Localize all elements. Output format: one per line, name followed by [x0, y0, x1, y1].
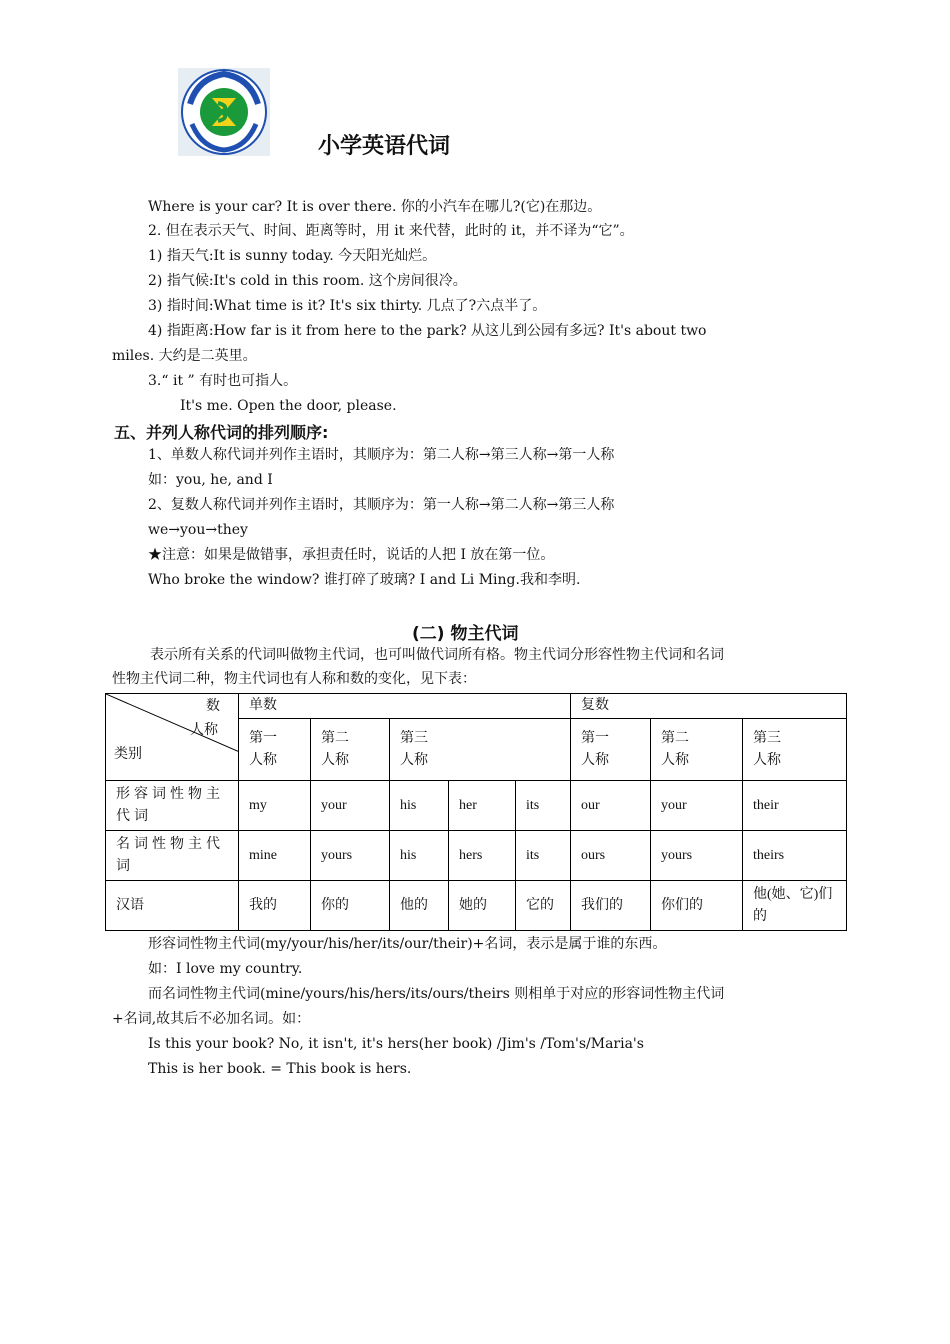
table-row: [106, 881, 847, 931]
text-line: 4) 指距离:How far is it from here to the park? 从这儿到公园有多远? It's about two: [148, 323, 707, 339]
logo-emblem: [178, 68, 270, 156]
text-line: 2) 指气候:It's cold in this room. 这个房间很冷。: [148, 273, 467, 289]
header-plural: 复数: [571, 694, 847, 719]
header-person: 第一 人称: [239, 719, 311, 781]
table-cell: their: [743, 781, 847, 831]
table-cell: 我的: [239, 881, 311, 931]
table-cell: your: [311, 781, 390, 831]
header-person: 第二 人称: [651, 719, 743, 781]
text-line: 形容词性物主代词(my/your/his/her/its/our/their)+名词，表示是属于谁的东西。: [148, 936, 667, 952]
text-line: 3) 指时间:What time is it? It's six thirty. 几点了?六点半了。: [148, 298, 547, 314]
table-cell: 我们的: [571, 881, 651, 931]
text-line: Who broke the window? 谁打碎了玻璃? I and Li Ming.我和李明.: [148, 572, 581, 588]
text-line: ★注意：如果是做错事，承担责任时，说话的人把 I 放在第一位。: [148, 547, 555, 563]
header-person: 第三 人称: [743, 719, 847, 781]
table-cell: mine: [239, 831, 311, 881]
table-cell: your: [651, 781, 743, 831]
text-line: 2、复数人称代词并列作主语时，其顺序为：第一人称→第二人称→第三人称: [148, 497, 615, 513]
header-person: 第二 人称: [311, 719, 390, 781]
table-cell: yours: [651, 831, 743, 881]
text-line: 1) 指天气:It is sunny today. 今天阳光灿烂。: [148, 248, 437, 264]
text-line: 2. 但在表示天气、时间、距离等时，用 it 来代替，此时的 it，并不译为“它”。: [148, 223, 634, 239]
table-row: [106, 831, 847, 881]
table-corner-cell: [106, 694, 239, 781]
corner-label-person: 人称: [190, 723, 218, 738]
table-cell: his: [390, 781, 449, 831]
table-cell: yours: [311, 831, 390, 881]
header-person: 第一 人称: [571, 719, 651, 781]
table-cell: its: [516, 831, 571, 881]
pronoun-table: [105, 693, 847, 931]
text-line: Is this your book? No, it isn't, it's hers(her book) /Jim's /Tom's/Maria's: [148, 1036, 644, 1052]
table-cell: ours: [571, 831, 651, 881]
corner-label-number: 数: [206, 699, 220, 714]
table-cell: his: [390, 831, 449, 881]
text-line: +名词,故其后不必加名词。如：: [112, 1011, 311, 1027]
table-cell: our: [571, 781, 651, 831]
table-cell: 他(她、它)们的: [743, 881, 847, 931]
row-label: 形容词性物主代词: [106, 781, 239, 831]
table-cell: 她的: [449, 881, 516, 931]
section-heading: 五、并列人称代词的排列顺序:: [114, 423, 329, 442]
table-cell: my: [239, 781, 311, 831]
row-label: 名词性物主代词: [106, 831, 239, 881]
text-line: miles. 大约是二英里。: [112, 348, 257, 364]
table-row: [106, 781, 847, 831]
section-heading: (二) 物主代词: [412, 624, 519, 644]
text-line: 表示所有关系的代词叫做物主代词，也可叫做代词所有格。物主代词分形容性物主代词和名词: [150, 647, 724, 663]
logo: [178, 68, 270, 156]
text-line: 而名词性物主代词(mine/yours/his/hers/its/ours/theirs 则相单于对应的形容词性物主代词: [148, 986, 725, 1002]
table-cell: its: [516, 781, 571, 831]
text-line: 1、单数人称代词并列作主语时，其顺序为：第二人称→第三人称→第一人称: [148, 447, 615, 463]
table-cell: theirs: [743, 831, 847, 881]
text-line: Where is your car? It is over there. 你的小汽车在哪儿?(它)在那边。: [148, 199, 602, 215]
table-cell: 你的: [311, 881, 390, 931]
text-line: It's me. Open the door, please.: [180, 398, 397, 414]
table-cell: hers: [449, 831, 516, 881]
row-label: 汉语: [106, 881, 239, 931]
page-title: 小学英语代词: [318, 134, 451, 159]
text-line: 如：I love my country.: [148, 961, 303, 977]
corner-label-category: 类别: [114, 747, 142, 762]
text-line: we→you→they: [148, 522, 248, 538]
text-line: This is her book. = This book is hers.: [148, 1061, 412, 1077]
text-line: 性物主代词二种，物主代词也有人称和数的变化，见下表：: [112, 671, 476, 687]
header-person: 第三 人称: [390, 719, 571, 781]
text-line: 如：you, he, and I: [148, 472, 273, 488]
header-singular: 单数: [239, 694, 571, 719]
table-cell: 他的: [390, 881, 449, 931]
table-cell: 它的: [516, 881, 571, 931]
table-cell: 你们的: [651, 881, 743, 931]
table-cell: her: [449, 781, 516, 831]
text-line: 3.“ it ” 有时也可指人。: [148, 373, 298, 389]
